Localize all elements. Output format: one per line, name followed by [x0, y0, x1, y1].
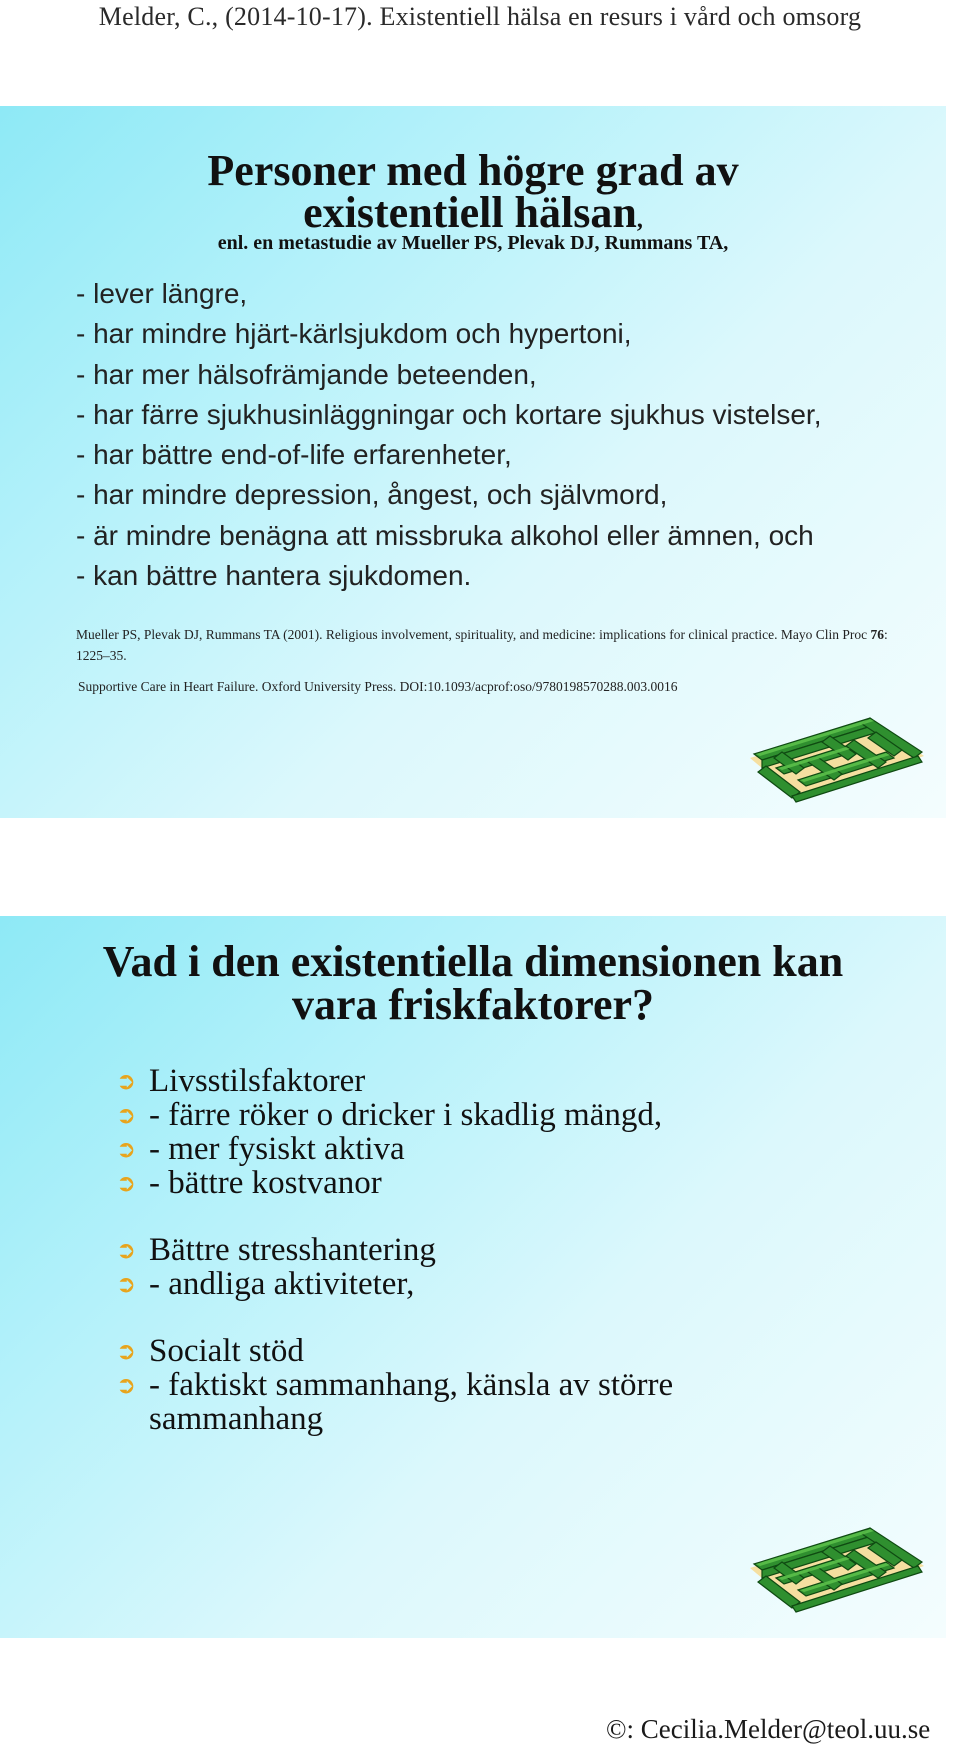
list-item: - har mindre depression, ångest, och självmord,	[76, 479, 668, 511]
list-item: - har bättre end-of-life erfarenheter,	[76, 439, 512, 471]
hedge-maze-icon	[746, 1506, 926, 1626]
page-header: Melder, C., (2014-10-17). Existentiell hälsa en resurs i vård och omsorg	[98, 2, 862, 31]
hedge-maze-icon	[746, 696, 926, 816]
list-item-text: - mer fysiskt aktiva	[149, 1131, 405, 1167]
reference-mueller-text: Mueller PS, Plevak DJ, Rummans TA (2001). Religious involvement, spirituality, and medicine: implications for clinical practice. Mayo Clin Proc	[76, 627, 871, 642]
arrow-bullet-icon: ➲	[116, 1371, 137, 1399]
slide-1-list	[76, 274, 821, 596]
list-item-text: - färre röker o dricker i skadlig mängd,	[149, 1097, 663, 1133]
list-item	[116, 1267, 769, 1301]
list-item: - är mindre benägna att missbruka alkohol eller ämnen, och	[76, 519, 814, 551]
arrow-bullet-icon: ➲	[116, 1236, 137, 1264]
list-item: - har mer hälsofrämjande beteenden,	[76, 358, 537, 390]
arrow-bullet-icon: ➲	[116, 1270, 137, 1298]
list-item: - lever längre,	[76, 278, 248, 309]
slide-2-list	[116, 1064, 769, 1436]
slide-2-title-line-1: Vad i den existentiella dimensionen kan	[102, 937, 844, 986]
reference-mueller-pages: : 1225–35.	[76, 627, 888, 663]
arrow-bullet-icon: ➲	[116, 1337, 137, 1365]
list-item-text: - faktiskt sammanhang, känsla av större sammanhang	[149, 1367, 674, 1437]
list-item-text: Bättre stresshantering	[149, 1232, 436, 1268]
slide-2-title	[0, 937, 946, 1029]
slide-1	[0, 106, 946, 818]
slide-2	[0, 916, 946, 1638]
list-item-text: - andliga aktiviteter,	[149, 1266, 415, 1302]
reference-supportive-care: Supportive Care in Heart Failure. Oxford University Press. DOI:10.1093/acprof:oso/9780198570288.003.0016	[78, 679, 678, 694]
list-item	[116, 1064, 769, 1098]
author-contact: ©: Cecilia.Melder@teol.uu.se	[606, 1714, 931, 1744]
slide-1-title-line-2-text: existentiell hälsan	[303, 188, 637, 237]
list-item	[116, 1368, 769, 1436]
list-item	[116, 1233, 769, 1267]
list-item	[116, 1098, 769, 1132]
slide-1-subtitle: enl. en metastudie av Mueller PS, Plevak DJ, Rummans TA,	[217, 232, 729, 254]
slide-1-title	[0, 146, 946, 241]
arrow-bullet-icon: ➲	[116, 1169, 137, 1197]
list-item	[116, 1166, 769, 1200]
arrow-bullet-icon: ➲	[116, 1135, 137, 1163]
slide-1-title-comma: ,	[636, 207, 643, 233]
list-item: - har mindre hjärt-kärlsjukdom och hypertoni,	[76, 318, 632, 350]
list-item	[116, 1132, 769, 1166]
list-item: - kan bättre hantera sjukdomen.	[76, 560, 472, 592]
reference-mueller	[76, 624, 906, 666]
list-item-text: Socialt stöd	[149, 1333, 304, 1369]
reference-mueller-volume: 76	[870, 627, 885, 642]
arrow-bullet-icon: ➲	[116, 1067, 137, 1095]
list-item-text: - bättre kostvanor	[149, 1165, 382, 1201]
list-item	[116, 1334, 769, 1368]
list-item-text: Livsstilsfaktorer	[149, 1063, 366, 1099]
list-item: - har färre sjukhusinläggningar och kortare sjukhus vistelser,	[76, 398, 822, 430]
slide-2-title-line-2: vara friskfaktorer?	[291, 980, 655, 1029]
slide-1-title-line-1: Personer med högre grad av	[207, 146, 739, 195]
arrow-bullet-icon: ➲	[116, 1101, 137, 1129]
